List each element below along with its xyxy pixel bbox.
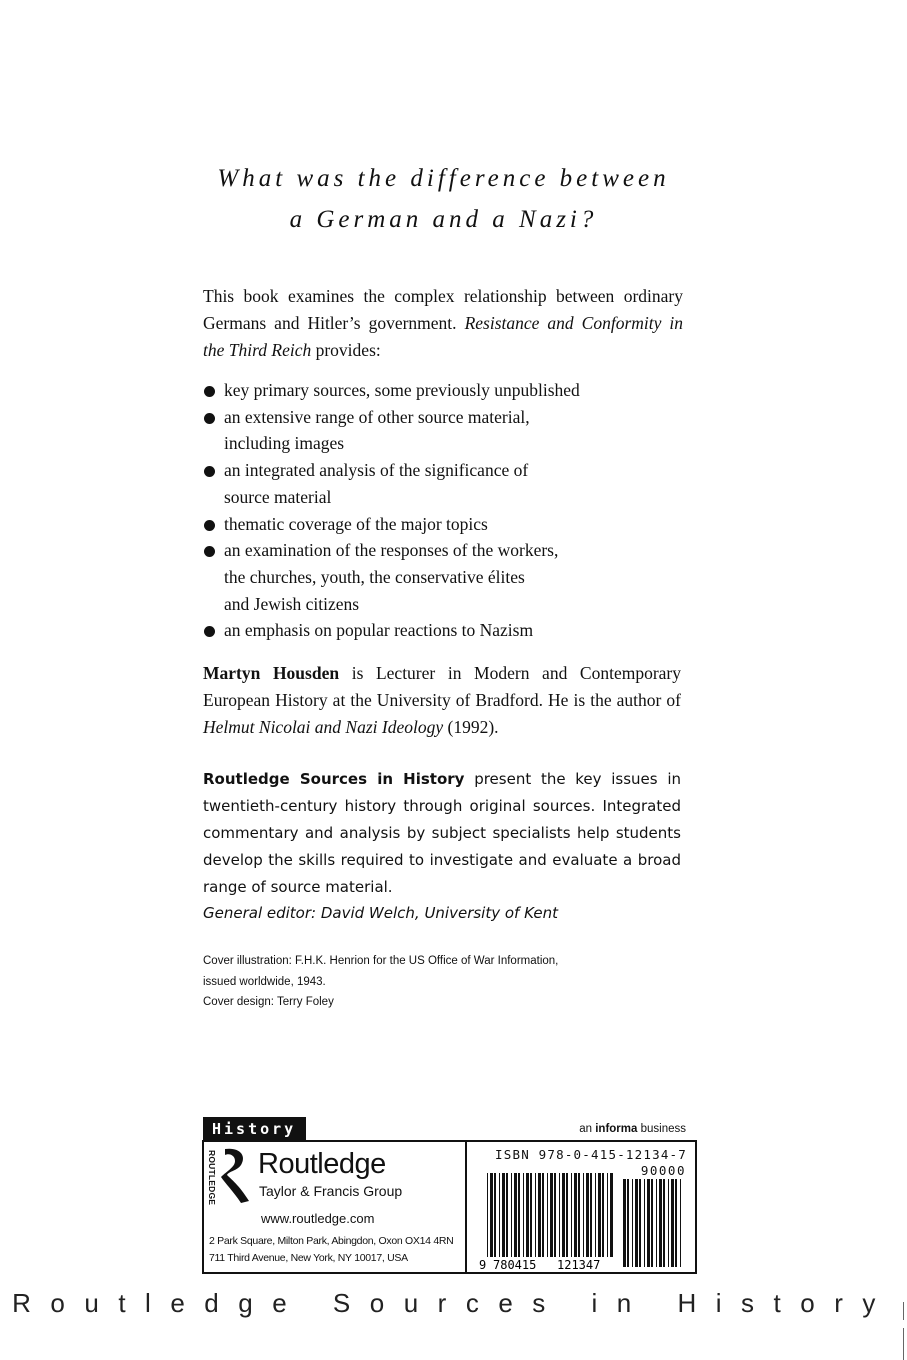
feature-text: and Jewish citizens — [224, 593, 360, 614]
barcode-bar — [535, 1173, 536, 1257]
barcode-bar — [499, 1173, 500, 1257]
author-bio — [203, 660, 681, 741]
barcode-bar — [656, 1179, 657, 1267]
price-code: 90000 — [640, 1163, 686, 1178]
feature-item — [203, 377, 683, 404]
publisher-name: Routledge — [258, 1148, 386, 1180]
feature-item — [203, 537, 683, 617]
barcode-bar — [675, 1179, 677, 1267]
feature-list — [203, 377, 683, 644]
barcode-bar — [639, 1179, 641, 1267]
barcode-bar — [523, 1173, 524, 1257]
barcode-bar — [595, 1173, 596, 1257]
feature-item — [203, 617, 683, 644]
barcode-bar — [586, 1173, 589, 1257]
publisher-addresses — [209, 1233, 463, 1266]
informa-suffix: business — [640, 1123, 686, 1135]
routledge-logo-icon — [219, 1145, 251, 1205]
author-book-year: (1992). — [447, 717, 499, 737]
barcode-bar — [659, 1179, 662, 1267]
publisher-group: Taylor & Francis Group — [259, 1183, 403, 1199]
barcode-bar — [578, 1173, 580, 1257]
barcode-bar — [490, 1173, 493, 1257]
bullet-icon — [204, 626, 215, 637]
barcode-digit-first: 9 — [479, 1258, 487, 1271]
barcode-bar — [518, 1173, 520, 1257]
feature-text: an emphasis on popular reactions to Nazism — [224, 620, 534, 641]
crop-mark — [903, 1302, 904, 1320]
barcode-digits-right: 121347 — [557, 1258, 601, 1271]
book-title: Resistance and Conformity in the Third Reich — [203, 313, 684, 360]
barcode-bar — [530, 1173, 532, 1257]
feature-item — [203, 404, 683, 457]
barcode-bar — [494, 1173, 496, 1257]
imprint-divider — [465, 1140, 467, 1274]
headline-line-2: a German and a Nazi? — [289, 206, 598, 233]
barcode-bar — [487, 1173, 488, 1257]
barcode-bar — [632, 1179, 633, 1267]
bullet-icon — [204, 413, 215, 424]
barcode-bar — [554, 1173, 556, 1257]
barcode-icon — [479, 1163, 689, 1271]
series-description-text: present the key issues in twentieth-century history through original sources. Integrated commentary and analysis by subject specialists help students develop the skills required to investigate and evaluate a broad range of source material. — [203, 770, 681, 896]
bullet-icon — [204, 386, 215, 397]
barcode-bar — [598, 1173, 601, 1257]
address-uk: 2 Park Square, Milton Park, Abingdon, Oxon OX14 4RN — [209, 1235, 454, 1247]
headline-line-1: What was the difference between — [217, 165, 670, 192]
barcode-bar — [550, 1173, 553, 1257]
barcode-bar — [651, 1179, 653, 1267]
barcode-bar — [644, 1179, 645, 1267]
bullet-icon — [204, 520, 215, 531]
series-name: Routledge Sources in History — [203, 770, 465, 788]
crop-mark — [903, 1328, 904, 1360]
category-tab: History — [203, 1117, 306, 1140]
barcode-bar — [566, 1173, 568, 1257]
barcode-digits-left: 780415 — [493, 1258, 537, 1271]
barcode-bar — [511, 1173, 512, 1257]
barcode-bar — [647, 1179, 650, 1267]
barcode-bar — [538, 1173, 541, 1257]
credit-line: Cover design: Terry Foley — [203, 996, 334, 1008]
informa-label — [520, 1123, 686, 1135]
feature-item — [203, 457, 683, 510]
address-us: 711 Third Avenue, New York, NY 10017, USA — [209, 1251, 408, 1264]
author-bio-text: is Lecturer in Modern and Contemporary European History at the University of Bradford. He is the author of — [203, 663, 682, 710]
feature-text: an integrated analysis of the significance of — [224, 460, 529, 481]
intro-lead: This book examines the complex relationship between ordinary Germans and Hitler’s government. — [203, 286, 683, 333]
feature-item — [203, 511, 683, 538]
author-book-title: Helmut Nicolai and Nazi Ideology — [203, 717, 444, 737]
barcode-bar — [635, 1179, 638, 1267]
barcode-bar — [607, 1173, 608, 1257]
publisher-vertical-wordmark: ROUTLEDGE — [207, 1150, 217, 1206]
intro-paragraph — [203, 283, 683, 364]
feature-text: an extensive range of other source material, — [224, 406, 530, 427]
barcode-bar — [547, 1173, 548, 1257]
feature-text: thematic coverage of the major topics — [224, 513, 488, 534]
bullet-icon — [204, 466, 215, 477]
isbn-text: ISBN 978-0-415-12134-7 — [495, 1147, 687, 1162]
feature-text: an examination of the responses of the workers, — [224, 540, 559, 561]
barcode-bar — [623, 1179, 626, 1267]
barcode-bar — [671, 1179, 674, 1267]
spine-series-title: Routledge Sources in History — [12, 1288, 895, 1318]
barcode-bar — [602, 1173, 604, 1257]
barcode-bar — [526, 1173, 529, 1257]
credit-line: Cover illustration: F.H.K. Henrion for the US Office of War Information, — [203, 955, 559, 967]
credit-line: issued worldwide, 1943. — [203, 975, 326, 988]
feature-text: the churches, youth, the conservative élites — [224, 566, 525, 587]
feature-text: including images — [224, 433, 345, 454]
barcode-bar — [562, 1173, 565, 1257]
barcode-bar — [663, 1179, 665, 1267]
barcode-bar — [542, 1173, 544, 1257]
barcode-bar — [574, 1173, 577, 1257]
informa-brand: informa — [595, 1123, 638, 1135]
barcode-bar — [506, 1173, 508, 1257]
feature-text: source material — [224, 486, 332, 507]
barcode-bar — [514, 1173, 517, 1257]
barcode-bar — [610, 1173, 613, 1257]
barcode-bar — [627, 1179, 629, 1267]
barcode-bar — [668, 1179, 669, 1267]
cover-credits — [203, 951, 623, 1013]
publisher-url: www.routledge.com — [261, 1211, 375, 1226]
barcode-bar — [590, 1173, 592, 1257]
informa-prefix: an — [579, 1123, 593, 1135]
barcode-bar — [583, 1173, 584, 1257]
barcode-bar — [680, 1179, 681, 1267]
intro-tail: provides: — [315, 340, 381, 360]
author-name: Martyn Housden — [203, 663, 340, 683]
barcode-bar — [559, 1173, 560, 1257]
feature-text: key primary sources, some previously unpublished — [224, 380, 580, 400]
bullet-icon — [204, 546, 215, 557]
barcode-bar — [502, 1173, 505, 1257]
barcode-bar — [571, 1173, 572, 1257]
series-description — [203, 766, 681, 901]
series-editor: General editor: David Welch, University of Kent — [203, 904, 559, 922]
